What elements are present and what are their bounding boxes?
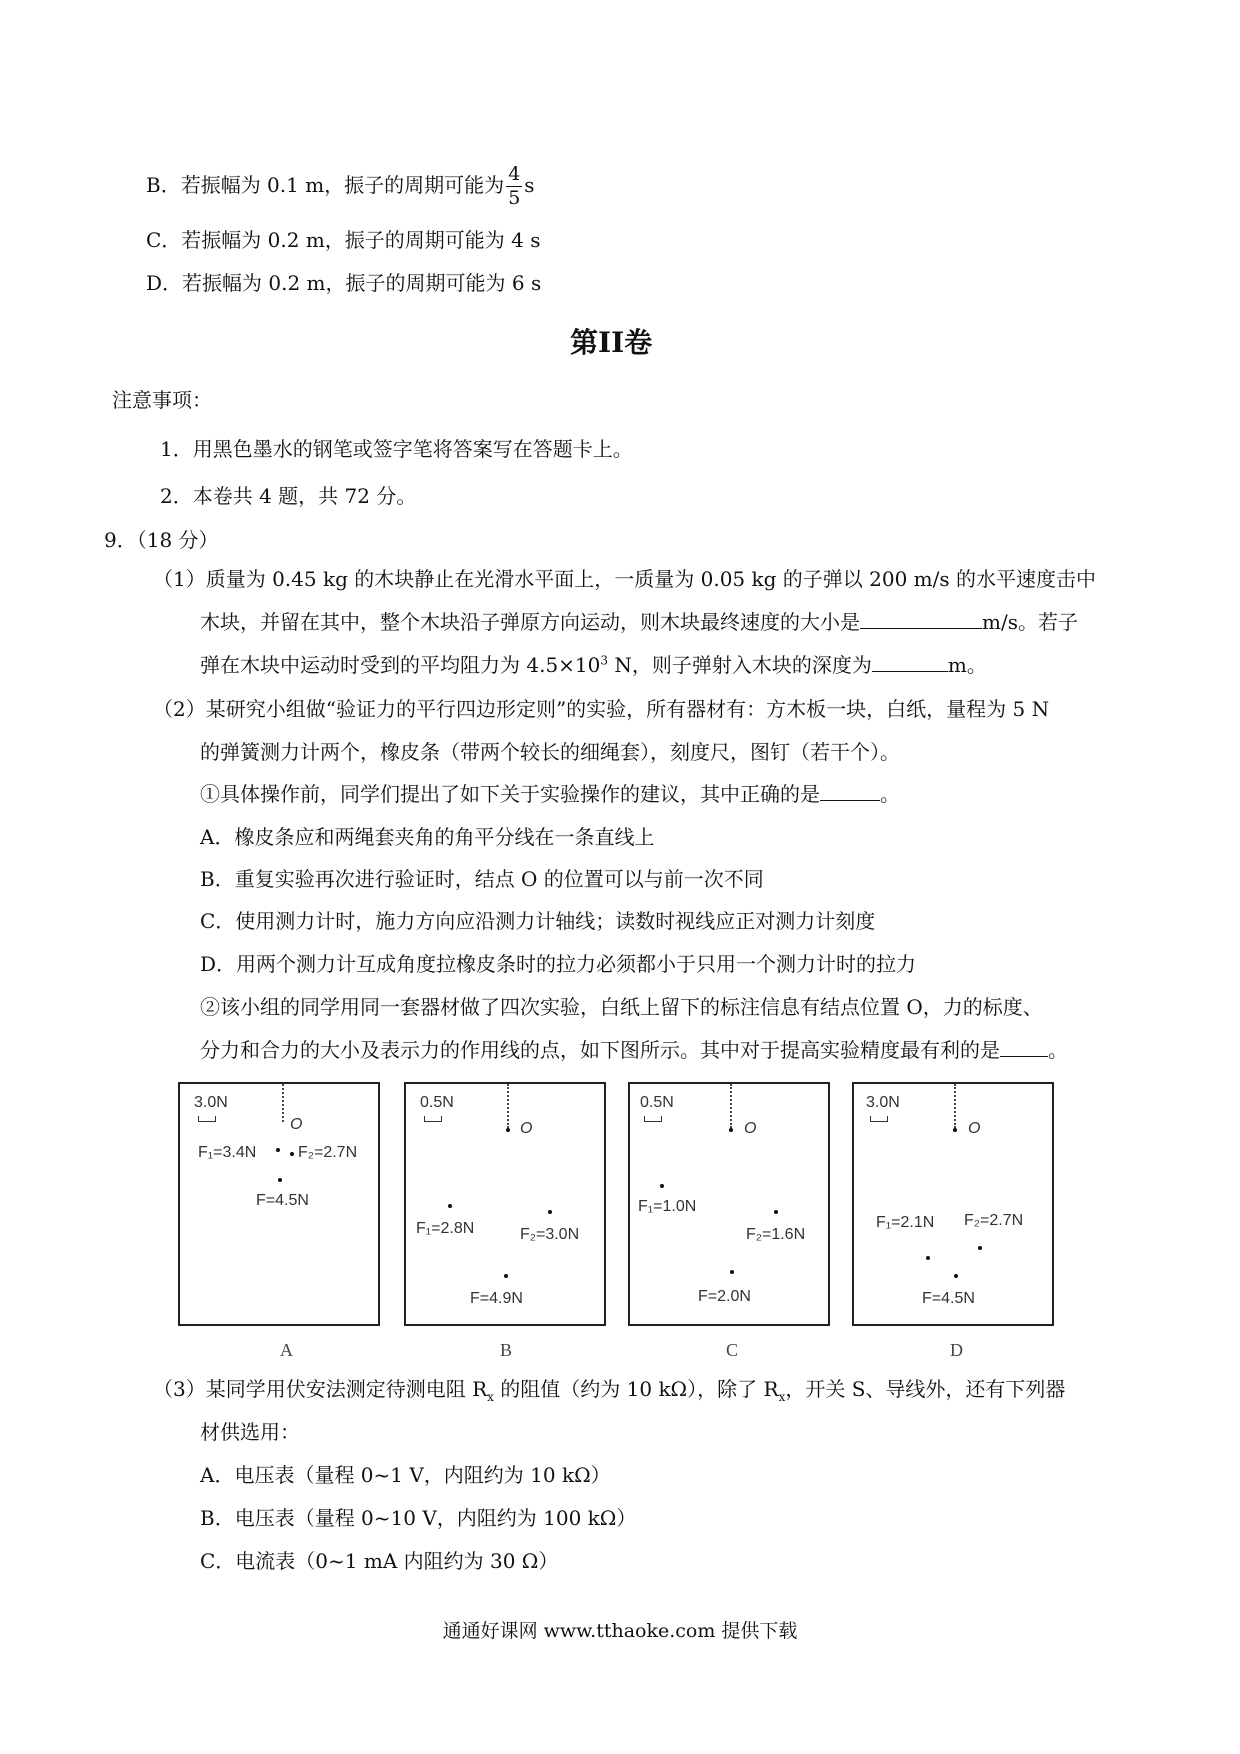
answer-blank[interactable] bbox=[860, 610, 982, 629]
node-o-label: O bbox=[520, 1120, 533, 1137]
rubber-band-line bbox=[954, 1084, 956, 1128]
force-f2-label: F₂=2.7N bbox=[964, 1212, 1024, 1229]
scale-label: 3.0N bbox=[194, 1094, 228, 1111]
force-f-label: F=4.5N bbox=[922, 1290, 975, 1307]
force-f2-label: F₂=2.7N bbox=[298, 1144, 358, 1161]
q9-part3-option-c: C．电流表（0~1 mA 内阻约为 30 Ω） bbox=[200, 1549, 559, 1573]
force-f1-label: F₁=2.8N bbox=[416, 1220, 475, 1237]
notes-heading: 注意事项： bbox=[112, 388, 212, 412]
force-f-label: F=2.0N bbox=[698, 1288, 751, 1305]
fraction: $\frac{4}{5}$ bbox=[508, 163, 521, 209]
section-title: 第II卷 bbox=[570, 326, 653, 359]
point-f bbox=[954, 1274, 958, 1278]
scale-bar bbox=[198, 1116, 216, 1122]
q9-part2-sub1: ①具体操作前，同学们提出了如下关于实验操作的建议，其中正确的是 。 bbox=[200, 782, 900, 806]
q9-part2-option-c: C．使用测力计时，施力方向应沿测力计轴线；读数时视线应正对测力计刻度 bbox=[200, 909, 876, 933]
q9-part2-option-a: A．橡皮条应和两绳套夹角的角平分线在一条直线上 bbox=[200, 825, 655, 849]
page-footer: 通通好课网 www.tthaoke.com 提供下载 bbox=[442, 1620, 798, 1642]
panel-label-a: A bbox=[280, 1340, 293, 1360]
point-f2 bbox=[978, 1246, 982, 1250]
rubber-band-line bbox=[730, 1084, 732, 1128]
figure-panel-d bbox=[852, 1082, 1054, 1326]
note-item-1: 1．用黑色墨水的钢笔或签字笔将答案写在答题卡上。 bbox=[160, 437, 633, 461]
force-f2-label: F₂=1.6N bbox=[746, 1226, 806, 1243]
point-o bbox=[506, 1128, 510, 1132]
point-f2 bbox=[548, 1210, 552, 1214]
force-f1-label: F₁=2.1N bbox=[876, 1214, 935, 1231]
panel-label-c: C bbox=[726, 1340, 739, 1360]
q9-part3-line1: （3）某同学用伏安法测定待测电阻 $R_x$ 的阻值（约为 10 kΩ），除了 $R_x$，开关 S、导线外，还有下列器 bbox=[153, 1377, 1066, 1404]
rubber-band-line bbox=[507, 1084, 509, 1128]
q9-part2-line1: （2）某研究小组做“验证力的平行四边形定则”的实验，所有器材有：方木板一块，白纸，量程为 5 N bbox=[153, 697, 1050, 721]
q9-part2-line2: 的弹簧测力计两个，橡皮条（带两个较长的细绳套），刻度尺，图钉（若干个）。 bbox=[200, 740, 900, 764]
option-b: B．若振幅为 0.1 m，振子的周期可能为 $\frac{4}{5}$ s bbox=[146, 163, 535, 209]
figure-panel-b bbox=[404, 1082, 606, 1326]
point-f2 bbox=[290, 1152, 294, 1156]
point-o bbox=[953, 1128, 957, 1132]
force-f-label: F=4.5N bbox=[256, 1192, 309, 1209]
point-f1 bbox=[926, 1256, 930, 1260]
scale-bar bbox=[424, 1116, 442, 1122]
q9-part1-line1: （1）质量为 0.45 kg 的木块静止在光滑水平面上，一质量为 0.05 kg 的子弹以 200 m/s 的水平速度击中 bbox=[153, 567, 1096, 591]
option-c: C．若振幅为 0.2 m，振子的周期可能为 4 s bbox=[146, 228, 541, 252]
force-f1-label: F₁=1.0N bbox=[638, 1198, 697, 1215]
q9-part3-option-a: A．电压表（量程 0~1 V，内阻约为 10 kΩ） bbox=[200, 1463, 611, 1487]
q9-part2-option-d: D．用两个测力计互成角度拉橡皮条时的拉力必须都小于只用一个测力计时的拉力 bbox=[200, 952, 917, 976]
q9-part3-option-b: B．电压表（量程 0~10 V，内阻约为 100 kΩ） bbox=[200, 1506, 637, 1530]
panel-label-d: D bbox=[950, 1340, 963, 1360]
rubber-band-line bbox=[282, 1084, 284, 1122]
scale-bar bbox=[644, 1116, 662, 1122]
scale-label: 0.5N bbox=[640, 1094, 674, 1111]
scale-bar bbox=[870, 1116, 888, 1122]
point-f1 bbox=[660, 1184, 664, 1188]
q9-part2-sub2-line1: ②该小组的同学用同一套器材做了四次实验，白纸上留下的标注信息有结点位置 O，力的标度、 bbox=[200, 995, 1043, 1019]
point-o bbox=[729, 1128, 733, 1132]
question-header: 9．（18 分） bbox=[104, 528, 219, 552]
point-f bbox=[278, 1178, 282, 1182]
scale-label: 0.5N bbox=[420, 1094, 454, 1111]
force-f2-label: F₂=3.0N bbox=[520, 1226, 580, 1243]
point-f1 bbox=[276, 1148, 280, 1152]
q9-part2-sub2-line2: 分力和合力的大小及表示力的作用线的点，如下图所示。其中对于提高实验精度最有利的是 。 bbox=[200, 1038, 1068, 1062]
point-f bbox=[504, 1274, 508, 1278]
point-f2 bbox=[774, 1210, 778, 1214]
force-f1-label: F₁=3.4N bbox=[198, 1144, 257, 1161]
answer-blank[interactable] bbox=[1000, 1038, 1048, 1057]
point-f1 bbox=[448, 1204, 452, 1208]
q9-part1-line3: 弹在木块中运动时受到的平均阻力为 $4.5\times 10^3$ N，则子弹射入木块的深度为 m。 bbox=[200, 653, 987, 677]
option-d: D．若振幅为 0.2 m，振子的周期可能为 6 s bbox=[146, 271, 542, 295]
figure-panel-c bbox=[628, 1082, 830, 1326]
note-item-2: 2．本卷共 4 题，共 72 分。 bbox=[160, 484, 417, 508]
node-o-label: O bbox=[290, 1116, 303, 1133]
point-f bbox=[730, 1270, 734, 1274]
node-o-label: O bbox=[968, 1120, 981, 1137]
figure-panel-a bbox=[178, 1082, 380, 1326]
answer-blank[interactable] bbox=[872, 653, 948, 672]
scale-label: 3.0N bbox=[866, 1094, 900, 1111]
q9-part1-line2: 木块，并留在其中，整个木块沿子弹原方向运动，则木块最终速度的大小是 m/s。若子 bbox=[200, 610, 1078, 634]
force-f-label: F=4.9N bbox=[470, 1290, 523, 1307]
node-o-label: O bbox=[744, 1120, 757, 1137]
answer-blank[interactable] bbox=[820, 782, 880, 801]
panel-label-b: B bbox=[500, 1340, 513, 1360]
q9-part3-line2: 材供选用： bbox=[200, 1420, 300, 1444]
q9-part2-option-b: B．重复实验再次进行验证时，结点 O 的位置可以与前一次不同 bbox=[200, 867, 764, 891]
